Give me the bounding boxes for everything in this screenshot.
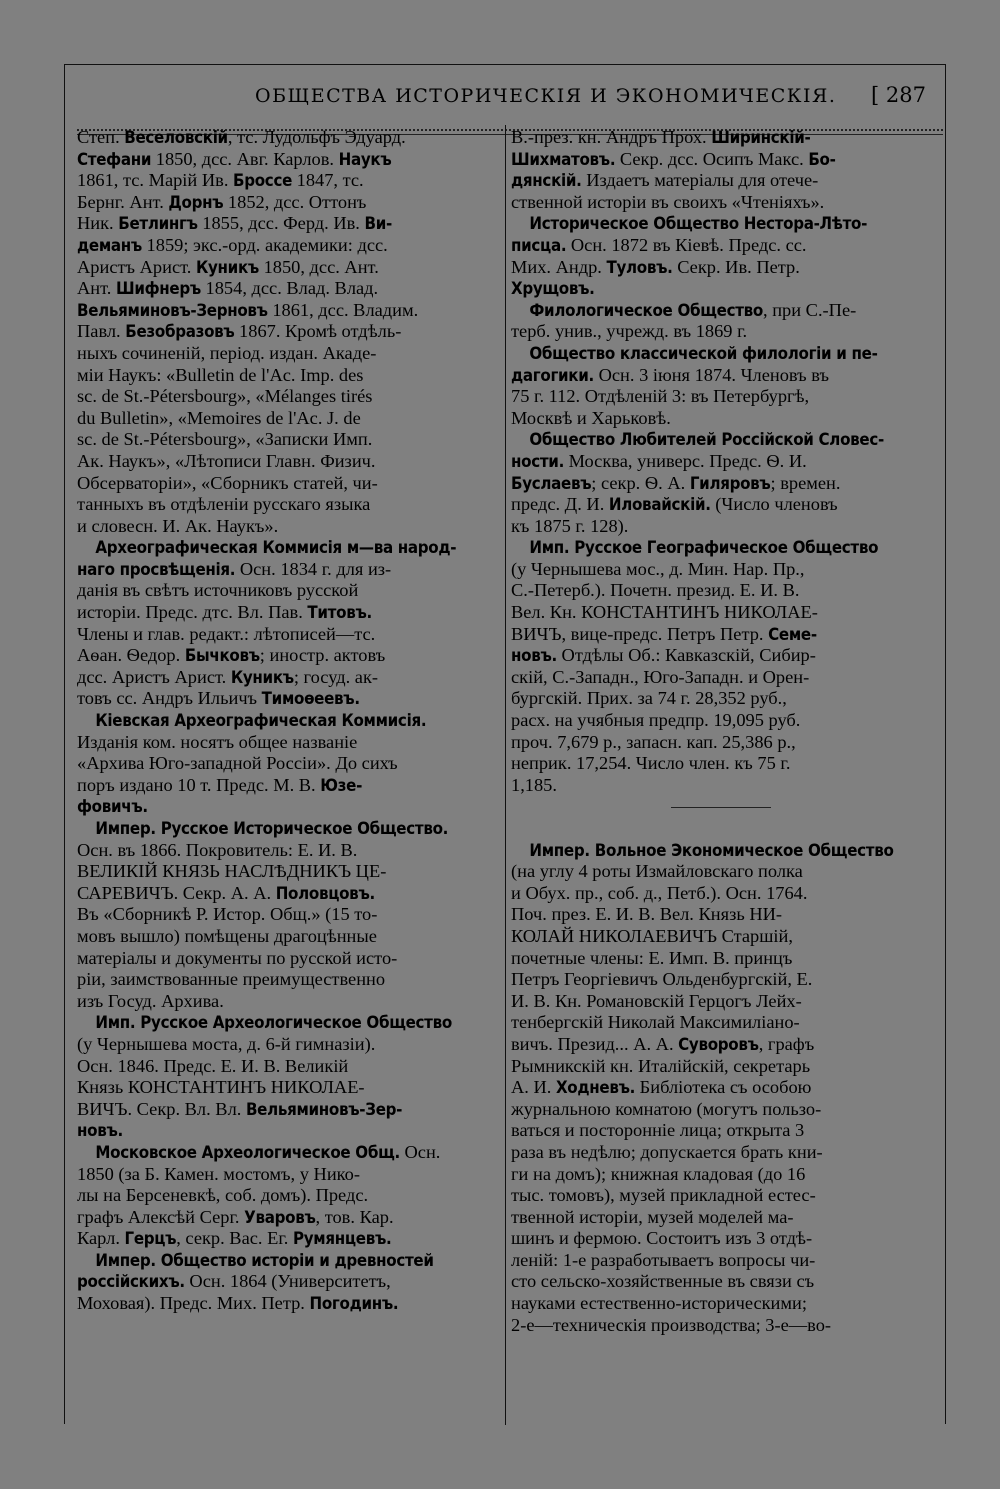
text-line: фовичъ. bbox=[77, 796, 148, 817]
text-line: Москвѣ и Харьковѣ. bbox=[511, 407, 671, 428]
text-line: журнальною комнатою (могутъ пользо- bbox=[511, 1098, 822, 1119]
text-line: міи Наукъ: «Bulletin de l'Ac. Imp. des bbox=[77, 364, 364, 385]
text-line: Кіевская Археографическая Коммисія. bbox=[95, 710, 427, 731]
text-line: Обсерваторіи», «Сборникъ статей, чи- bbox=[77, 472, 378, 493]
text-line: почетные члены: Е. Имп. В. принцъ bbox=[511, 947, 793, 968]
text-line: скій, С.-Западн., Юго-Западн. и Орен- bbox=[511, 666, 810, 687]
text-line: тыс. томовъ), музей прикладной естес- bbox=[511, 1185, 816, 1206]
text-line: Московское Археологическое Общ. Осн. bbox=[95, 1141, 441, 1162]
text-line: 75 г. 112. Отдѣленій 3: въ Петербургѣ, bbox=[511, 386, 810, 407]
text-line: (на углу 4 роты Измайловскаго полка bbox=[511, 861, 803, 882]
text-line: Аѳан. Ѳедор. Бычковъ; иностр. актовъ bbox=[77, 645, 386, 666]
text-line: и словесн. И. Ак. Наукъ». bbox=[77, 515, 279, 536]
text-line: россійскихъ. Осн. 1864 (Университетъ, bbox=[77, 1271, 391, 1292]
text-line: sc. de St.-Pétersbourg», «Mélanges tirés bbox=[77, 386, 373, 407]
text-line: Осн. 1846. Предс. Е. И. В. Великій bbox=[77, 1055, 349, 1076]
text-line: Импер. Вольное Экономическое Общество bbox=[529, 839, 894, 860]
section-separator bbox=[511, 818, 935, 840]
text-line: Петръ Георгіевичъ Ольденбургскій, Е. bbox=[511, 969, 813, 990]
text-line: Карл. Герцъ, секр. Вас. Ег. Румянцевъ. bbox=[77, 1228, 392, 1249]
text-line: А. И. Ходневъ. Библіотека съ особою bbox=[511, 1077, 812, 1098]
text-line: Вельяминовъ-Зерновъ 1861, дсс. Владим. bbox=[77, 299, 419, 320]
text-line: и Обух. пр., соб. д., Петб.). Осн. 1764. bbox=[511, 882, 808, 903]
text-line: Археографическая Коммисія м—ва народ- bbox=[95, 537, 457, 558]
text-line: (у Чернышева моста, д. 6-й гимназіи). bbox=[77, 1033, 376, 1054]
text-line: Хрущовъ. bbox=[511, 278, 595, 299]
text-line: ственной исторіи въ своихъ «Чтеніяхъ». bbox=[511, 191, 825, 212]
text-line: наго просвѣщенія. Осн. 1834 г. для из- bbox=[77, 558, 392, 579]
text-line: писца. Осн. 1872 въ Кіевѣ. Предс. сс. bbox=[511, 234, 807, 255]
text-line: вичъ. Презид... А. А. Суворовъ, графъ bbox=[511, 1033, 815, 1054]
section-separator bbox=[511, 796, 935, 818]
text-line: сто сельско-хозяйственные въ связи съ bbox=[511, 1271, 815, 1292]
text-line: ВИЧЪ. Секр. Вл. Вл. Вельяминовъ-Зер- bbox=[77, 1098, 403, 1119]
text-line: ги на домъ); книжная кладовая (до 16 bbox=[511, 1163, 806, 1184]
text-line: Ак. Наукъ», «Лѣтописи Главн. Физич. bbox=[77, 450, 376, 471]
text-line: Импер. Русское Историческое Общество. bbox=[95, 818, 449, 838]
text-line: ныхъ сочиненій, період. издан. Акаде- bbox=[77, 342, 377, 363]
text-line: мовъ вышло) помѣщены драгоцѣнные bbox=[77, 925, 377, 946]
text-line: ности. Москва, универс. Предс. Ѳ. И. bbox=[511, 450, 807, 471]
text-line: Имп. Русское Археологическое Общество bbox=[95, 1012, 452, 1033]
text-line: Имп. Русское Географическое Общество bbox=[529, 537, 879, 558]
text-line: Рымникскій кн. Италійскій, секретарь bbox=[511, 1055, 811, 1076]
page-number: [ 287 bbox=[871, 83, 926, 107]
text-line: Филологическое Общество, при С.-Пе- bbox=[529, 299, 857, 320]
text-line: раза въ недѣлю; допускается брать кни- bbox=[511, 1141, 823, 1162]
text-line: твенной исторіи, музей моделей ма- bbox=[511, 1206, 794, 1227]
left-column bbox=[77, 127, 501, 1315]
text-line: проч. 7,679 р., запасн. кап. 25,386 р., bbox=[511, 731, 796, 752]
text-line: Осн. въ 1866. Покровитель: Е. И. В. bbox=[77, 839, 358, 860]
text-line: Ник. Бетлингъ 1855, дсс. Ферд. Ив. Ви- bbox=[77, 213, 392, 234]
text-line: 1861, тс. Марій Ив. Броссе 1847, тс. bbox=[77, 170, 364, 191]
text-line: Члены и глав. редакт.: лѣтописей—тс. bbox=[77, 623, 376, 644]
text-line: ВИЧЪ, вице-предс. Петръ Петр. Семе- bbox=[511, 623, 817, 644]
text-line: Вел. Кн. КОНСТАНТИНЪ НИКОЛАЕ- bbox=[511, 602, 818, 623]
text-line: бургскій. Прих. за 74 г. 28,352 руб., bbox=[511, 688, 787, 709]
text-line: ріи, заимствованные преимущественно bbox=[77, 969, 386, 990]
text-line: терб. унив., учрежд. въ 1869 г. bbox=[511, 321, 748, 342]
text-line: дсс. Аристъ Арист. Куникъ; госуд. ак- bbox=[77, 666, 379, 687]
text-line: товъ сс. Андръ Ильичъ Тимоѳеевъ. bbox=[77, 688, 360, 709]
text-line: Буслаевъ; секр. Ѳ. А. Гиляровъ; времен. bbox=[511, 472, 841, 493]
text-line: Изданія ком. носятъ общее названіе bbox=[77, 731, 358, 752]
text-line: Мих. Андр. Туловъ. Секр. Ив. Петр. bbox=[511, 256, 800, 277]
text-line: лы на Берсеневкѣ, соб. домъ). Предс. bbox=[77, 1185, 369, 1206]
text-line: Степ. Веселовскій, тс. Лудольфъ Эдуард. bbox=[77, 127, 406, 147]
text-line: Ант. Шифнеръ 1854, дсс. Влад. Влад. bbox=[77, 278, 379, 299]
text-line: Въ «Сборникѣ Р. Истор. Общ.» (15 то- bbox=[77, 904, 378, 925]
text-line: Общество Любителей Россійской Словес- bbox=[529, 429, 884, 450]
text-line: тенбергскій Николай Максимиліано- bbox=[511, 1012, 800, 1033]
text-line: du Bulletin», «Memoires de l'Ac. J. de bbox=[77, 407, 361, 428]
text-line: расх. на учябныя предпр. 19,095 руб. bbox=[511, 710, 801, 731]
text-line: 2-е—техническія производства; 3-е—во- bbox=[511, 1314, 832, 1335]
text-line: 1850 (за Б. Камен. мостомъ, у Нико- bbox=[77, 1163, 360, 1184]
text-line: графъ Алексѣй Серг. Уваровъ, тов. Кар. bbox=[77, 1206, 394, 1227]
text-line: дагогики. Осн. 3 іюня 1874. Членовъ въ bbox=[511, 364, 829, 385]
text-line: деманъ 1859; экс.-орд. академики: дсс. bbox=[77, 234, 388, 255]
text-line: предс. Д. И. Иловайскій. (Число членовъ bbox=[511, 494, 838, 515]
text-line: неприк. 17,254. Число член. къ 75 г. bbox=[511, 753, 791, 774]
text-line: ваться и посторонніе лица; открыта 3 bbox=[511, 1120, 805, 1141]
text-line: Князь КОНСТАНТИНЪ НИКОЛАЕ- bbox=[77, 1077, 365, 1098]
text-line: Импер. Общество исторіи и древностей bbox=[95, 1249, 434, 1270]
text-line: 1,185. bbox=[511, 774, 557, 795]
column-divider bbox=[505, 125, 506, 1425]
text-line: В.-през. кн. Андръ Прох. Ширинскій- bbox=[511, 127, 811, 147]
text-line: Бернг. Ант. Дорнъ 1852, дсс. Оттонъ bbox=[77, 191, 367, 212]
text-line: танныхъ въ отдѣленіи русскаго языка bbox=[77, 494, 371, 515]
text-line: поръ издано 10 т. Предс. М. В. Юзе- bbox=[77, 774, 363, 795]
text-line: С.-Петерб.). Почетн. презид. Е. И. В. bbox=[511, 580, 800, 601]
document-page bbox=[64, 64, 946, 1424]
text-line: изъ Госуд. Архива. bbox=[77, 990, 224, 1011]
text-line: Стефани 1850, дсс. Авг. Карлов. Наукъ bbox=[77, 148, 392, 169]
text-line: Аристъ Арист. Куникъ 1850, дсс. Ант. bbox=[77, 256, 379, 277]
text-line: САРЕВИЧЪ. Секр. А. А. Половцовъ. bbox=[77, 882, 375, 903]
text-line: Моховая). Предс. Мих. Петр. Погодинъ. bbox=[77, 1293, 399, 1314]
text-line: леній: 1-е разработываетъ вопросы чи- bbox=[511, 1249, 816, 1270]
running-title: ОБЩЕСТВА ИСТОРИЧЕСКІЯ И ЭКОНОМИЧЕСКІЯ. bbox=[255, 85, 837, 107]
text-line: Шихматовъ. Секр. дсс. Осипъ Макс. Бо- bbox=[511, 148, 836, 169]
text-line: данія въ свѣтъ источниковъ русской bbox=[77, 580, 359, 601]
text-line: КОЛАЙ НИКОЛАЕВИЧЪ Старшій, bbox=[511, 925, 793, 946]
text-line: (у Чернышева мос., д. Мин. Нар. Пр., bbox=[511, 558, 805, 579]
page-header bbox=[65, 81, 947, 115]
text-line: ВЕЛИКІЙ КНЯЗЬ НАСЛѢДНИКЪ ЦЕ- bbox=[77, 861, 387, 882]
text-line: Историческое Общество Нестора-Лѣто- bbox=[529, 213, 868, 234]
text-line: И. В. Кн. Романовскій Герцогъ Лейх- bbox=[511, 990, 802, 1011]
text-line: Павл. Безобразовъ 1867. Кромѣ отдѣль- bbox=[77, 321, 402, 342]
text-line: Поч. през. Е. И. В. Вел. Князь НИ- bbox=[511, 904, 783, 925]
right-column bbox=[511, 127, 935, 1336]
text-line: исторіи. Предс. дтс. Вл. Пав. Титовъ. bbox=[77, 602, 372, 623]
text-line: дянскій. Издаетъ матеріалы для отече- bbox=[511, 170, 819, 191]
text-line: sc. de St.-Pétersbourg», «Записки Имп. bbox=[77, 429, 373, 450]
text-line: шинъ и фермою. Состоитъ изъ 3 отдѣ- bbox=[511, 1228, 813, 1249]
text-line: «Архива Юго-западной Россіи». До сихъ bbox=[77, 753, 398, 774]
text-line: матеріалы и документы по русской исто- bbox=[77, 947, 398, 968]
text-line: новъ. bbox=[77, 1120, 123, 1141]
text-line: науками естественно-историческими; bbox=[511, 1293, 807, 1314]
text-line: новъ. Отдѣлы Об.: Кавказскій, Сибир- bbox=[511, 645, 816, 666]
text-line: Общество классической филологіи и пе- bbox=[529, 342, 878, 363]
text-line: къ 1875 г. 128). bbox=[511, 515, 629, 536]
